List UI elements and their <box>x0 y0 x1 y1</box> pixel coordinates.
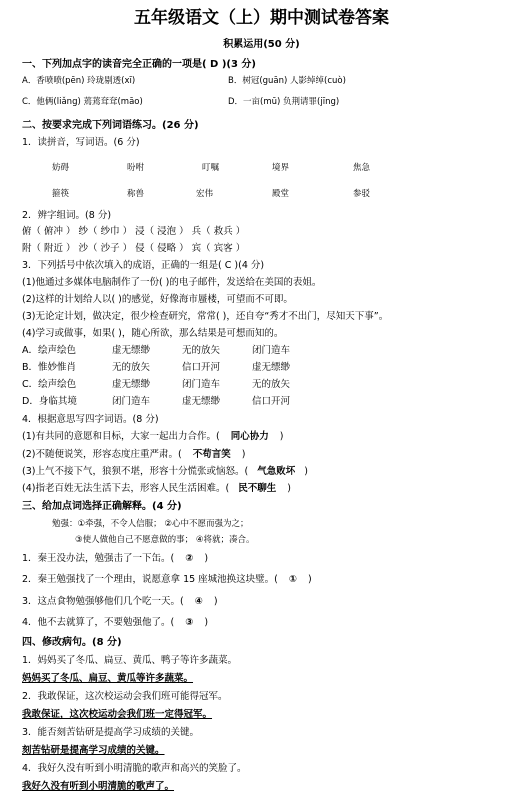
pinyin-word: 称兽 <box>127 189 145 199</box>
answer-text: 气急败坏 <box>257 466 296 477</box>
s2-q3-option-a: 闭门造车 <box>252 345 291 356</box>
question-text: 1．秦王没办法，勉强击了一下缶。( <box>22 553 175 564</box>
s3-q2 <box>22 575 312 585</box>
s4-q4: 4．我好久没有听到小明清脆的歌声和高兴的笑脸了。 <box>22 763 247 774</box>
s2-q4: 4．根据意思写四字词语。(8 分) <box>22 414 159 425</box>
s2-q3-option-c: 闭门造车 <box>182 379 221 390</box>
s2-q3-option-d: 闭门造车 <box>112 396 151 407</box>
meaning-text: (1)有共同的意愿和目标，大家一起出力合作。( <box>22 431 220 442</box>
pinyin-word: 妨碍 <box>52 163 70 173</box>
s2-q3-option-d: 信口开河 <box>252 396 291 407</box>
close-paren: ) <box>241 449 246 460</box>
s1-option-d: D．一亩(mū) 负荆请罪(jīng) <box>228 97 340 107</box>
s3-q3 <box>22 597 218 607</box>
question-text: 2．秦王勉强找了一个理由，说愿意拿 15 座城池换这块璧。( <box>22 574 278 585</box>
close-paren: ) <box>213 596 218 607</box>
answer-text: 民不聊生 <box>238 483 277 494</box>
s2-q3-option-d: 虚无缥缈 <box>182 396 221 407</box>
s2-q4-item-2 <box>22 450 245 460</box>
section-4-heading: 四、修改病句。(8 分) <box>22 637 122 648</box>
pinyin-word: 箍筷 <box>52 189 70 199</box>
s2-q3-option-b: 信口开河 <box>182 362 221 373</box>
meaning-text: (2)不随便说笑，形容态度庄重严肃。( <box>22 449 182 460</box>
s4-a3: 刻苦钻研是提高学习成绩的关键。 <box>22 745 165 756</box>
pinyin-word: 殿堂 <box>272 189 290 199</box>
s1-option-b: B．树冠(guān) 人影绰绰(cuò) <box>228 76 346 86</box>
s1-option-a: A．香喷喷(pēn) 玲珑剔透(xī) <box>22 76 136 86</box>
s4-a2: 我敢保证，这次校运动会我们班一定得冠军。 <box>22 709 213 720</box>
section-3-heading: 三、给加点词选择正确解释。(4 分) <box>22 501 182 512</box>
pinyin-word: 焦急 <box>353 163 371 173</box>
s1-option-c: C．他俩(liǎng) 蔫蔫耷耷(māo) <box>22 97 143 107</box>
s3-q4 <box>22 618 208 628</box>
s2-q3-option-c: 虚无缥缈 <box>112 379 151 390</box>
meaning-text: (4)指老百姓无法生活下去，形容人民生活困难。( <box>22 483 230 494</box>
s2-q3-option-a: 虚无缥缈 <box>112 345 151 356</box>
close-paren: ) <box>204 553 209 564</box>
page-title: 五年级语文（上）期中测试卷答案 <box>134 8 389 28</box>
s2-q3: 3．下列括号中依次填入的成语，正确的一组是( C )(4 分) <box>22 260 265 271</box>
close-paren: ) <box>287 483 291 494</box>
s4-a1: 妈妈买了冬瓜、扁豆、黄瓜等许多蔬菜。 <box>22 673 194 684</box>
s2-q3-line-2: (2)这样的计划给人以( )的感觉，好像海市蜃楼，可望而不可即。 <box>22 294 293 305</box>
s4-q2: 2．我敢保证，这次校运动会我们班可能得冠军。 <box>22 691 228 702</box>
pinyin-word: 吩咐 <box>127 163 145 173</box>
s2-q4-item-1 <box>22 432 283 442</box>
s2-q3-option-a: A．绘声绘色 <box>22 345 76 356</box>
s2-q3-option-c: 无的放矢 <box>252 379 291 390</box>
s2-q3-line-1: (1)他通过多媒体电脑制作了一份( )的电子邮件，发送给在美国的表姐。 <box>22 277 322 288</box>
answer-text: ① <box>288 574 297 585</box>
s2-q1: 1．读拼音，写词语。(6 分) <box>22 137 140 148</box>
question-text: 3．这点食物勉强够他们几个吃一天。( <box>22 596 184 607</box>
section-1-heading: 一、下列加点字的读音完全正确的一项是( D )(3 分) <box>22 59 256 70</box>
close-paren: ) <box>308 574 312 585</box>
close-paren: ) <box>304 466 308 477</box>
s2-q3-option-d: D．身临其境 <box>22 396 77 407</box>
s2-q2: 2．辨字组词。(8 分) <box>22 210 112 221</box>
s2-q3-line-3: (3)无论定计划，做决定，很少检查研究，常常( )，还自夸“秀才不出门，尽知天下事”。 <box>22 311 389 322</box>
s2-q3-option-a: 无的放矢 <box>182 345 221 356</box>
s3-definitions-line-2: ③使人做他自己不愿意做的事； ④将就；凑合。 <box>75 535 255 545</box>
s3-definitions-line-1: 勉强：①牵强，不令人信服； ②心中不愿而强为之； <box>52 519 249 529</box>
pinyin-word: 宏伟 <box>196 189 214 199</box>
s2-q4-item-3 <box>22 467 308 477</box>
answer-text: ④ <box>194 596 203 607</box>
s2-q3-option-b: 虚无缥缈 <box>252 362 291 373</box>
s2-q4-item-4 <box>22 484 291 494</box>
meaning-text: (3)上气不接下气，狼狈不堪，形容十分慌张或恼怒。( <box>22 466 249 477</box>
s2-q3-line-4: (4)学习或做事，如果( )，随心所欲，那么结果是可想而知的。 <box>22 328 284 339</box>
page-subtitle: 积累运用(50 分) <box>223 39 300 50</box>
s2-pairs-row-1: 俯（ 俯冲 ） 纱（ 纱巾 ） 浸（ 浸泡 ） 兵（ 救兵 ） <box>22 226 246 237</box>
answer-text: 同心协力 <box>230 431 269 442</box>
answer-text: ② <box>185 553 194 564</box>
s4-q3: 3．能否刻苦钻研是提高学习成绩的关键。 <box>22 727 200 738</box>
s2-pairs-row-2: 附（ 附近 ） 沙（ 沙子 ） 侵（ 侵略 ） 宾（ 宾客 ） <box>22 243 246 254</box>
s3-q1 <box>22 554 208 564</box>
answer-text: ③ <box>185 617 194 628</box>
answer-text: 不苟言笑 <box>192 449 231 460</box>
close-paren: ) <box>279 431 284 442</box>
close-paren: ) <box>204 617 209 628</box>
s2-q3-option-b: 无的放矢 <box>112 362 151 373</box>
s4-q1: 1．妈妈买了冬瓜、扁豆、黄瓜、鸭子等许多蔬菜。 <box>22 655 238 666</box>
pinyin-word: 境界 <box>272 163 290 173</box>
section-2-heading: 二、按要求完成下列词语练习。(26 分) <box>22 120 199 131</box>
question-text: 4．他不去就算了，不要勉强他了。( <box>22 617 175 628</box>
pinyin-word: 叮嘱 <box>202 163 220 173</box>
pinyin-word: 参驳 <box>353 189 371 199</box>
s2-q3-option-b: B．惟妙惟肖 <box>22 362 77 373</box>
s2-q3-option-c: C．绘声绘色 <box>22 379 77 390</box>
s4-a4: 我好久没有听到小明清脆的歌声了。 <box>22 781 175 792</box>
